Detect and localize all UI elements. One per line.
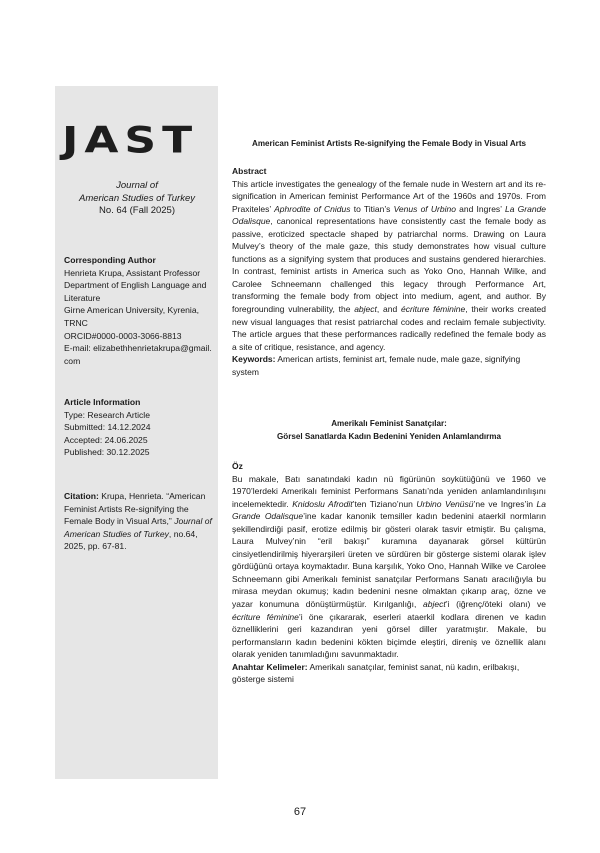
corresponding-author-block bbox=[64, 254, 216, 367]
citation-journal: Journal of American Studies of Turkey bbox=[64, 516, 212, 539]
published-date: Published: 30.12.2025 bbox=[64, 447, 150, 458]
citation-text: Krupa, Henrieta. “American Feminist Artists Re-signifying the Female Body in Visual Arts,” bbox=[64, 491, 206, 527]
journal-name-line1: Journal of bbox=[116, 180, 158, 191]
author-title: Henrieta Krupa, Assistant Professor bbox=[64, 267, 201, 278]
citation-block bbox=[64, 490, 216, 553]
author-department: Department of English Language and Literature bbox=[64, 280, 207, 303]
journal-logo: JAST bbox=[62, 119, 199, 162]
anahtar-text: Amerikalı sanatçılar, feminist sanat, nü kadın, erilbakışı, gösterge sistemi bbox=[232, 661, 520, 685]
keywords-label: Keywords: bbox=[232, 354, 276, 365]
article-info-block bbox=[64, 396, 216, 459]
journal-info bbox=[62, 180, 212, 218]
keywords bbox=[232, 353, 546, 378]
turkish-title-line2: Görsel Sanatlarda Kadın Bedenini Yeniden Anlamlandırma bbox=[277, 431, 501, 441]
citation-rest: , no.64, 2025, pp. 67-81. bbox=[64, 528, 198, 552]
abstract-section bbox=[232, 165, 546, 378]
article-info-heading: Article Information bbox=[64, 397, 141, 407]
oz-heading: Öz bbox=[232, 461, 243, 471]
citation-label: Citation: bbox=[64, 491, 99, 501]
turkish-title-line1: Amerikalı Feminist Sanatçılar: bbox=[331, 419, 447, 428]
article-type: Type: Research Article bbox=[64, 409, 150, 420]
turkish-title bbox=[232, 418, 546, 443]
anahtar-label: Anahtar Kelimeler: bbox=[232, 661, 308, 672]
abstract-text: This article investigates the genealogy of the female nude in Western art and its re-signification in American feminist Performance Art of the 1960s and 1970s. From Praxiteles’ Aphrodite of Cnidus to Titian’s Venus of Urbino and Ingres’ La Grande Odalisque, canonical representations have consistently cast the female body as passive, eroticized spectacle shaped by patriarchal norms. Drawing on Laura Mulvey’s theory of the male gaze, this study demonstrates how visual culture functions as a signifying system that produces and sustains gendered hierarchies. In contrast, feminist artists in America such as Yoko Ono, Hannah Wilke, and Carolee Schneemann challenged this legacy through Performance Art, transforming the female body from object into medium, agent, and author. By foregrounding vulnerability, the abject, and écriture féminine, their works created new visual languages that resist patriarchal codes and reclaim female subjectivity. The article argues that these performances radically redefined the female body as a site of critique, resistance, and agency. bbox=[232, 178, 546, 352]
journal-issue: No. 64 (Fall 2025) bbox=[98, 205, 176, 216]
corresponding-author-heading: Corresponding Author bbox=[64, 255, 156, 265]
anahtar-kelimeler bbox=[232, 661, 546, 686]
accepted-date: Accepted: 24.06.2025 bbox=[64, 434, 148, 445]
article-title: American Feminist Artists Re-signifying the Female Body in Visual Arts bbox=[251, 139, 527, 148]
author-university: Girne American University, Kyrenia, TRNC bbox=[64, 305, 199, 328]
author-orcid: ORCID#0000-0003-3066-8813 bbox=[64, 330, 182, 341]
oz-section bbox=[232, 460, 546, 686]
submitted-date: Submitted: 14.12.2024 bbox=[64, 422, 151, 433]
abstract-heading: Abstract bbox=[232, 166, 267, 176]
oz-text: Bu makale, Batı sanatındaki kadın nü figürünün soykütüğünü ve 1960 ve 1970’lerdeki Amerikalı feminist Performans Sanatı’nda yeniden anlamlandırılışını incelemektedir. Knidoslu Afrodit’ten Tiziano’nun Urbino Venüsü’ne ve Ingres’in La Grande Odalisque’ine kadar kanonik temsiller kadın bedenini ataerkil normların şekillendirdiği pasif, erotize edilmiş bir gösteri olarak tasvir etmiştir. Bu çalışma, Laura Mulvey’nin “eril bakışı” kuramına dayanarak görsel kültürün cinsiyetlendirilmiş hiyerarşileri üreten ve sürdüren bir gösterge sistemi olarak işlev gördüğünü ortaya koymaktadır. Buna karşılık, Yoko Ono, Hannah Wilke ve Carolee Schneemann gibi Amerikalı feminist sanatçılar Performans Sanatı aracılığıyla bu mirasa meydan okumuş; kadın bedenini nesne olmaktan çıkarıp araç, özne ve yazar konumuna dönüştürmüştür. Kırılganlığı, abject’i (iğrenç/öteki olanı) ve écriture féminine’i öne çıkararak, eserleri ataerkil kodlara direnen ve kadın öznelliklerini geri kazandıran yeni görsel diller yaratmıştır. Makale, bu performansların kadın bedenini kökten biçimde eleştiri, direniş ve öznellik alanı olarak yeniden tanımladığını savunmaktadır. bbox=[232, 473, 547, 660]
page-number: 67 bbox=[293, 806, 307, 818]
journal-name-line2: American Studies of Turkey bbox=[79, 192, 195, 204]
author-email: E-mail: elizabethhenrietakrupa@gmail.com bbox=[64, 343, 212, 366]
keywords-text: American artists, feminist art, female nude, male gaze, signifying system bbox=[232, 354, 521, 377]
